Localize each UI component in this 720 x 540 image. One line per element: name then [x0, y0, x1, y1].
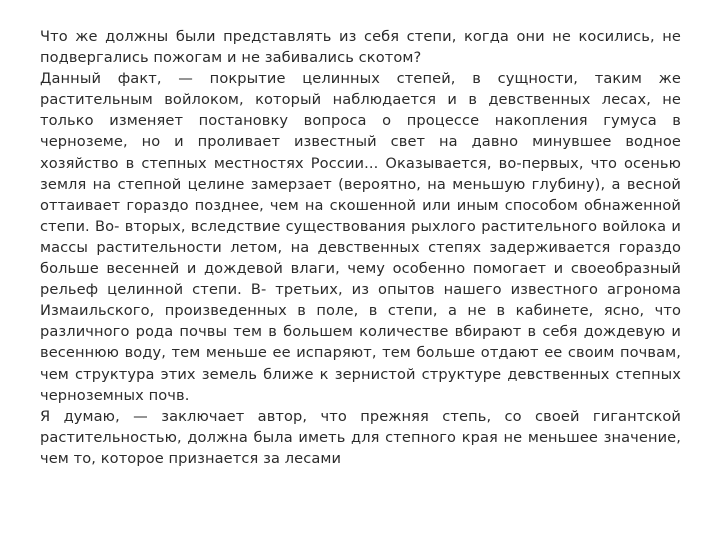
paragraph-main: Данный факт, — покрытие целинных степей, в сущности, таким же растительным войлоком, который наблюдается и в девственных лесах, не только изменяет постановку вопроса о процессе накопления гумуса в черноземе, но и проливает известный свет на давно минувшее водное хозяйство в степных местностях России... Оказывается, во-первых, что осенью земля на степной целине замерзает (вероятно, на меньшую глубину), а весной оттаивает гораздо позднее, чем на скошенной или иным способом обнаженной степи. Во- вторых, вследствие существования рыхлого растительного войлока и массы растительности летом, на девственных степях задерживается гораздо больше весенней и дождевой влаги, чему особенно помогает и своеобразный рельеф целинной степи. В- третьих, из опытов нашего известного агронома Измаильского, произведенных в поле, в степи, а не в кабинете, ясно, что различного рода почвы тем в большем количестве вбирают в себя дождевую и весеннюю воду, тем меньше ее испаряют, тем больше отдают ее своим почвам, чем структура этих земель ближе к зернистой структуре девственных степных черноземных почв.: [40, 70, 681, 404]
paragraph-question: Что же должны были представлять из себя степи, когда они не косились, не подвергались пожогам и не забивались скотом?: [40, 28, 681, 67]
body-text: [40, 26, 681, 469]
paragraph-conclusion: Я думаю, — заключает автор, что прежняя степь, со своей гигантской растительностью, должна была иметь для степного края не меньшее значение, чем то, которое признается за лесами: [40, 407, 681, 467]
